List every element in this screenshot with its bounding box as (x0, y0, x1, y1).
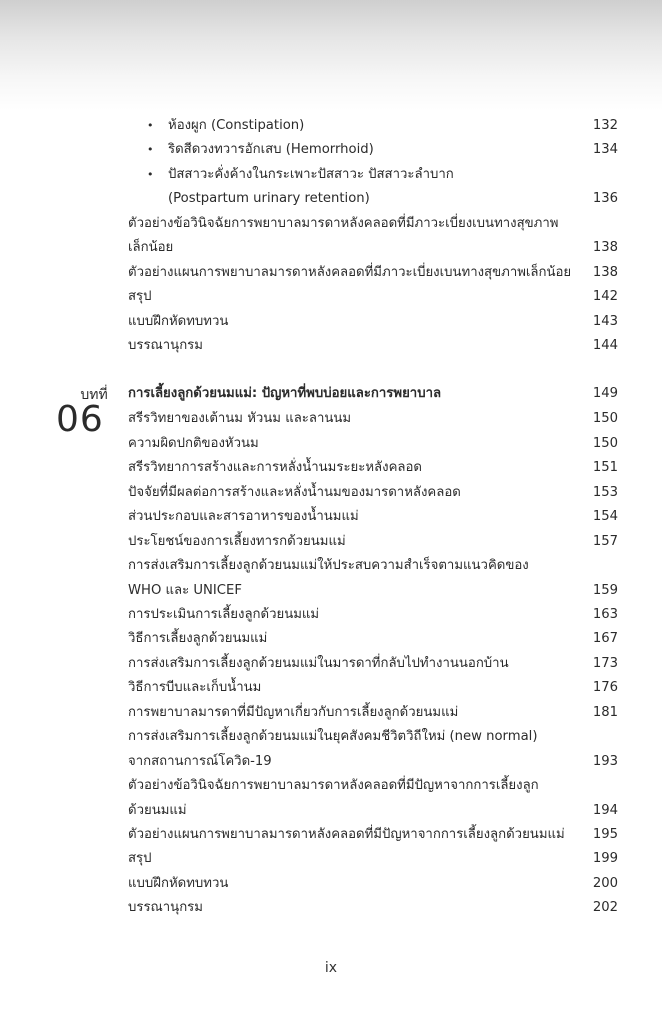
toc-entry-title: การส่งเสริมการเลี้ยงลูกด้วยนมแม่ในมารดาที่กลับไปทำงานนอกบ้าน (128, 656, 509, 671)
toc-entry (0, 261, 662, 285)
toc-entry-page: 132 (592, 118, 618, 133)
toc-entry (0, 750, 662, 774)
page-folio: ix (324, 960, 338, 976)
toc-entry-title: บรรณานุกรม (128, 338, 203, 353)
toc-entry-title: สรีรวิทยาของเต้านม หัวนม และลานนม (128, 411, 352, 426)
toc-entry-title: ความผิดปกติของหัวนม (128, 436, 259, 451)
toc-entry-page: 150 (592, 411, 618, 426)
toc-entry-page: 167 (592, 631, 618, 646)
toc-entry-title: ตัวอย่างข้อวินิจฉัยการพยาบาลมารดาหลังคลอดที่มีปัญหาจากการเลี้ยงลูก (128, 778, 539, 793)
toc-entry-title: สรีรวิทยาการสร้างและการหลั่งน้ำนมระยะหลังคลอด (128, 460, 422, 475)
toc-entry (0, 310, 662, 334)
toc-entry-title: ปัสสาวะคั่งค้างในกระเพาะปัสสาวะ ปัสสาวะลำบาก (168, 167, 454, 182)
toc-entry-page: 176 (592, 680, 618, 695)
chapter-label: บทที่ (80, 387, 108, 403)
toc-entry (0, 432, 662, 456)
chapter-title-row (0, 382, 662, 406)
toc-entry (0, 872, 662, 896)
toc-entry (0, 236, 662, 260)
toc-entry-title: ตัวอย่างแผนการพยาบาลมารดาหลังคลอดที่มีภาวะเบี่ยงเบนทางสุขภาพเล็กน้อย (128, 265, 572, 280)
toc-entry-page: 150 (592, 436, 618, 451)
toc-entry-page: 142 (592, 289, 618, 304)
toc-entry-title: แบบฝึกหัดทบทวน (128, 314, 229, 329)
toc-entry-page: 163 (592, 607, 618, 622)
toc-entry-title: เล็กน้อย (128, 240, 174, 255)
toc-entry (0, 676, 662, 700)
toc-entry (0, 823, 662, 847)
toc-entry (0, 187, 662, 211)
bullet-icon: • (147, 119, 154, 132)
toc-entry (0, 407, 662, 431)
toc-entry-title: สรุป (128, 851, 152, 866)
toc-entry-page: 143 (592, 314, 618, 329)
toc-entry-title: การส่งเสริมการเลี้ยงลูกด้วยนมแม่ในยุคสังคมชีวิตวิถีใหม่ (new normal) (128, 729, 538, 744)
toc-entry (0, 285, 662, 309)
bullet-icon: • (147, 143, 154, 156)
toc-entry (0, 481, 662, 505)
toc-entry (0, 652, 662, 676)
toc-entry-title: การประเมินการเลี้ยงลูกด้วยนมแม่ (128, 607, 320, 622)
toc-entry (0, 505, 662, 529)
toc-entry-page: 154 (592, 509, 618, 524)
toc-entry-title: สรุป (128, 289, 152, 304)
toc-entry (0, 138, 662, 162)
toc-entry (0, 334, 662, 358)
toc-entry (0, 725, 662, 749)
toc-entry-title: การส่งเสริมการเลี้ยงลูกด้วยนมแม่ให้ประสบความสำเร็จตามแนวคิดของ (128, 558, 529, 573)
toc-entry-title: ตัวอย่างข้อวินิจฉัยการพยาบาลมารดาหลังคลอดที่มีภาวะเบี่ยงเบนทางสุขภาพ (128, 216, 559, 231)
toc-entry (0, 163, 662, 187)
toc-entry-page: 138 (592, 265, 618, 280)
toc-entry-page: 200 (592, 876, 618, 891)
toc-entry-page: 195 (592, 827, 618, 842)
toc-entry-page: 194 (592, 803, 618, 818)
toc-entry-page: 193 (592, 754, 618, 769)
toc-entry-title: บรรณานุกรม (128, 900, 203, 915)
toc-entry-page: 157 (592, 534, 618, 549)
toc-entry-page: 144 (592, 338, 618, 353)
toc-entry-page: 159 (592, 583, 618, 598)
toc-entry-page: 136 (592, 191, 618, 206)
toc-entry-page: 173 (592, 656, 618, 671)
toc-entry-title: การพยาบาลมารดาที่มีปัญหาเกี่ยวกับการเลี้ยงลูกด้วยนมแม่ (128, 705, 459, 720)
chapter-number: 06 (56, 399, 104, 440)
toc-entry (0, 701, 662, 725)
toc-entry-title: ประโยชน์ของการเลี้ยงทารกด้วยนมแม่ (128, 534, 346, 549)
bullet-icon: • (147, 168, 154, 181)
toc-entry-title: ห้องผูก (Constipation) (168, 118, 305, 133)
toc-entry (0, 847, 662, 871)
toc-entry (0, 554, 662, 578)
toc-entry-page: 202 (592, 900, 618, 915)
toc-entry (0, 456, 662, 480)
toc-entry-title: ริดสีดวงทวารอักเสบ (Hemorrhoid) (168, 142, 374, 157)
toc-entry-page: 151 (592, 460, 618, 475)
toc-entry (0, 799, 662, 823)
toc-entry-title: ส่วนประกอบและสารอาหารของน้ำนมแม่ (128, 509, 359, 524)
toc-entry-title: จากสถานการณ์โควิด-19 (128, 754, 272, 769)
toc-entry (0, 212, 662, 236)
toc-entry (0, 603, 662, 627)
chapter-page-number: 149 (592, 386, 618, 401)
toc-entry (0, 627, 662, 651)
toc-entry-page: 181 (592, 705, 618, 720)
toc-entry (0, 114, 662, 138)
toc-entry-title: WHO และ UNICEF (128, 583, 242, 598)
toc-entry-page: 138 (592, 240, 618, 255)
toc-entry-page: 153 (592, 485, 618, 500)
toc-entry (0, 896, 662, 920)
toc-entry-title: ตัวอย่างแผนการพยาบาลมารดาหลังคลอดที่มีปัญหาจากการเลี้ยงลูกด้วยนมแม่ (128, 827, 565, 842)
toc-entry (0, 774, 662, 798)
toc-entry (0, 530, 662, 554)
toc-entry-title: ด้วยนมแม่ (128, 803, 187, 818)
toc-entry-page: 134 (592, 142, 618, 157)
toc-entry-page: 199 (592, 851, 618, 866)
toc-entry-title: วิธีการเลี้ยงลูกด้วยนมแม่ (128, 631, 268, 646)
toc-entry (0, 579, 662, 603)
toc-entry-title: วิธีการบีบและเก็บน้ำนม (128, 680, 262, 695)
chapter-title: การเลี้ยงลูกด้วยนมแม่: ปัญหาที่พบบ่อยและการพยาบาล (128, 386, 442, 401)
toc-entry-title: ปัจจัยที่มีผลต่อการสร้างและหลั่งน้ำนมของมารดาหลังคลอด (128, 485, 461, 500)
toc-entry-title: แบบฝึกหัดทบทวน (128, 876, 229, 891)
toc-entry-title: (Postpartum urinary retention) (168, 191, 370, 206)
